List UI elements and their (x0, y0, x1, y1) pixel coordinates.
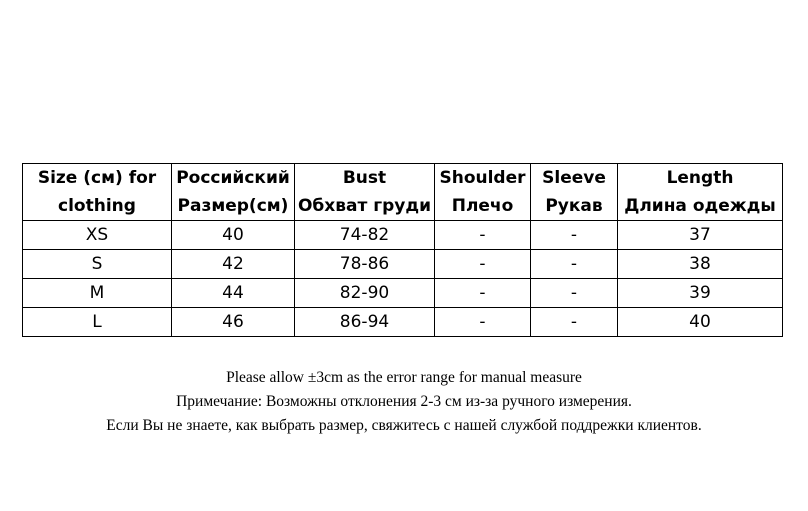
header-shoulder (435, 164, 531, 221)
table-cell: 40 (618, 308, 783, 337)
table-row (23, 279, 783, 308)
table-row (23, 221, 783, 250)
measurement-notes (0, 366, 808, 438)
table-cell: - (435, 250, 531, 279)
table-cell: M (23, 279, 172, 308)
table-cell: - (435, 221, 531, 250)
table-cell: 39 (618, 279, 783, 308)
table-cell: - (435, 279, 531, 308)
table-cell: XS (23, 221, 172, 250)
header-line: Size (см) for (37, 168, 157, 188)
size-chart-table (22, 163, 783, 337)
table-cell: - (531, 250, 618, 279)
header-line: Bust (342, 168, 387, 188)
header-line: Shoulder (439, 168, 526, 188)
table-cell: 37 (618, 221, 783, 250)
table-cell: 44 (172, 279, 295, 308)
table-cell: 86-94 (295, 308, 435, 337)
table-cell: S (23, 250, 172, 279)
table-cell: 78-86 (295, 250, 435, 279)
note-support-ru: Если Вы не знаете, как выбрать размер, свяжитесь с нашей службой поддрежки клиентов. (106, 417, 702, 434)
header-line: Рукав (545, 196, 603, 216)
table-cell: 74-82 (295, 221, 435, 250)
table-cell: - (531, 221, 618, 250)
table-header-row (23, 164, 783, 221)
header-line: Размер(см) (177, 196, 289, 216)
header-length (618, 164, 783, 221)
table-row (23, 250, 783, 279)
table-cell: 82-90 (295, 279, 435, 308)
header-line: Length (666, 168, 734, 188)
table-cell: 46 (172, 308, 295, 337)
header-line: clothing (58, 196, 136, 216)
header-sleeve (531, 164, 618, 221)
table-cell: L (23, 308, 172, 337)
table-cell: 40 (172, 221, 295, 250)
table-cell: - (435, 308, 531, 337)
header-line: Плечо (451, 196, 514, 216)
note-error-range: Please allow ±3cm as the error range for manual measure (226, 369, 582, 386)
table-row (23, 308, 783, 337)
header-line: Обхват груди (297, 196, 432, 216)
table-cell: 42 (172, 250, 295, 279)
note-deviation-ru: Примечание: Возможны отклонения 2-3 см из-за ручного измерения. (176, 393, 632, 410)
table-cell: 38 (618, 250, 783, 279)
header-line: Sleeve (542, 168, 606, 188)
header-russian-size (172, 164, 295, 221)
table-cell: - (531, 308, 618, 337)
header-size (23, 164, 172, 221)
header-line: Длина одежды (624, 196, 776, 216)
header-line: Российский (176, 168, 290, 188)
header-bust (295, 164, 435, 221)
table-cell: - (531, 279, 618, 308)
